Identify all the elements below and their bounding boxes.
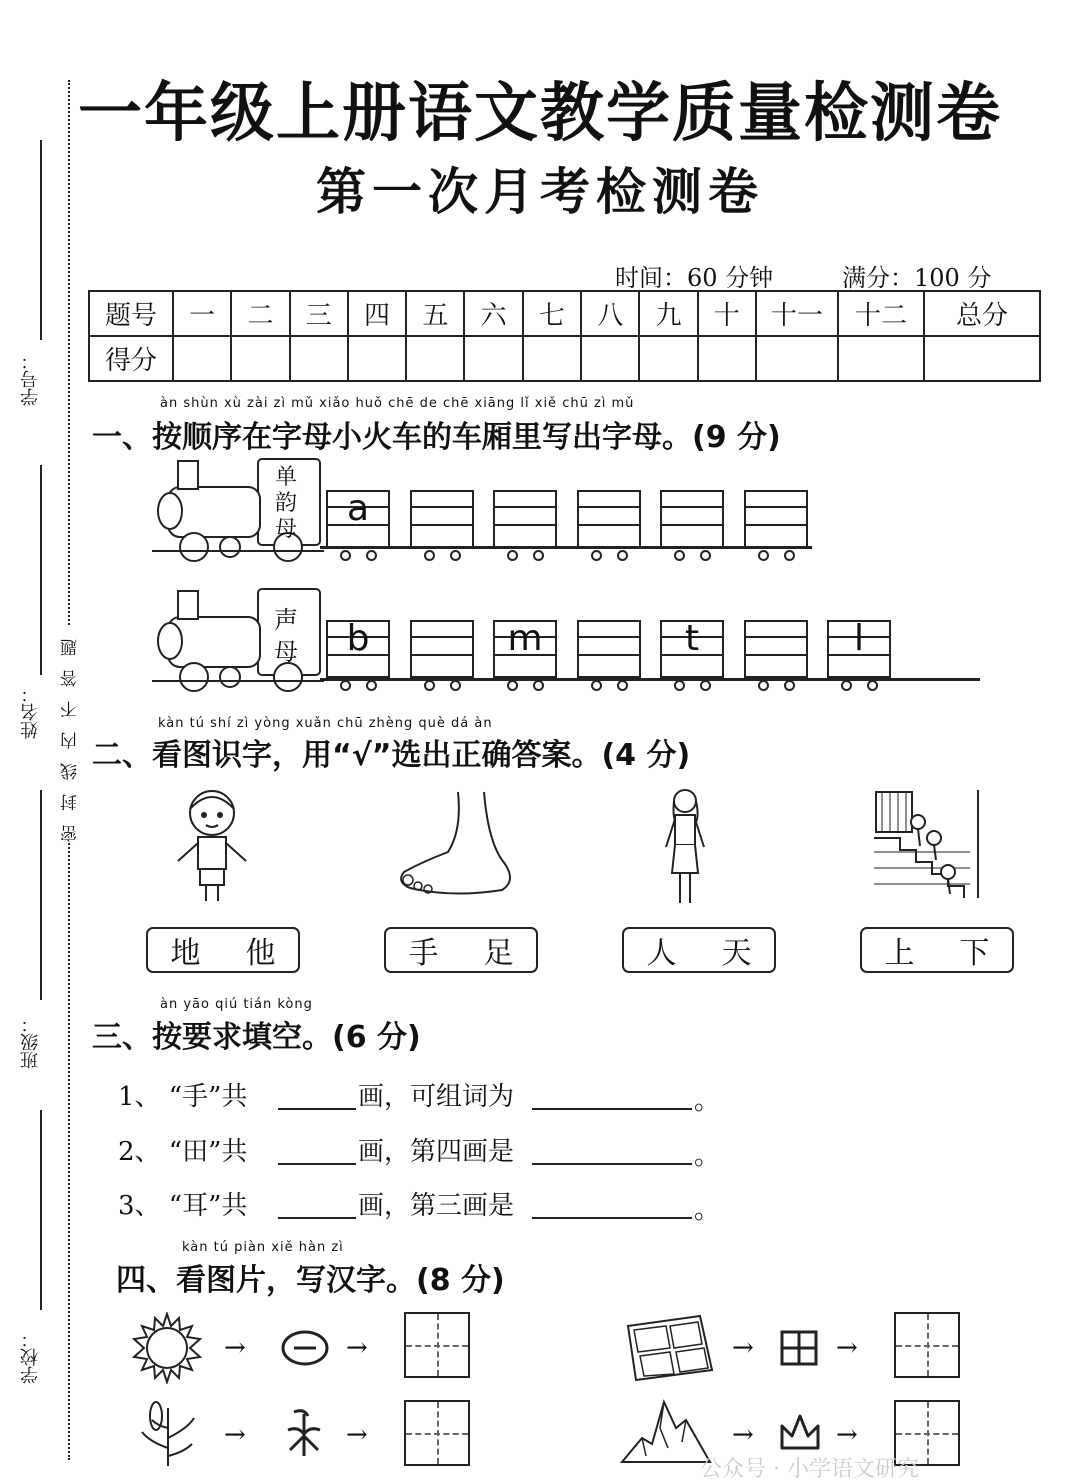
train-wheel-icon xyxy=(424,550,435,561)
score-cell[interactable] xyxy=(406,336,464,381)
ancient-sun-glyph-icon xyxy=(280,1328,330,1368)
train-car[interactable] xyxy=(493,620,557,678)
arrow-icon: → xyxy=(346,1420,368,1450)
score-cell[interactable] xyxy=(464,336,522,381)
train2-sign: 声母 xyxy=(274,606,298,666)
train-car[interactable] xyxy=(326,620,390,678)
train-engine-icon xyxy=(148,585,328,695)
section2-pinyin: kàn tú shí zì yòng xuǎn chū zhèng què dá àn xyxy=(158,716,493,731)
train-car[interactable] xyxy=(744,490,808,548)
score-header-cell: 五 xyxy=(406,291,464,336)
fill-item-1-middle: 画，可组词为 xyxy=(358,1082,515,1112)
fill-item-3-end: 。 xyxy=(694,1195,721,1225)
arrow-icon: → xyxy=(732,1420,754,1450)
choice-option[interactable]: 人 xyxy=(646,936,677,971)
fill-blank-stroke-count-2[interactable] xyxy=(278,1163,356,1165)
foot-icon xyxy=(392,790,522,900)
ancient-field-glyph-icon xyxy=(780,1330,818,1366)
train-wheel-icon xyxy=(533,680,544,691)
school-line xyxy=(40,1110,42,1310)
score-header-cell: 六 xyxy=(464,291,522,336)
mountain-icon xyxy=(620,1398,712,1464)
exam-total-score: 满分：100 分 xyxy=(842,264,992,292)
student-no-label: 学号： xyxy=(20,352,41,406)
fill-blank-answer-2[interactable] xyxy=(532,1163,692,1165)
train-car-letter: a xyxy=(346,488,370,529)
train-engine-icon xyxy=(148,455,328,565)
choice-option[interactable]: 下 xyxy=(959,936,990,971)
score-cell[interactable] xyxy=(523,336,581,381)
watermark: 公众号 · 小学语文研究 xyxy=(700,1457,919,1482)
fill-item-2-middle: 画，第四画是 xyxy=(358,1137,515,1167)
train-wheel-icon xyxy=(591,680,602,691)
score-header-cell: 八 xyxy=(581,291,639,336)
score-row-label: 得分 xyxy=(89,336,173,381)
section2-heading: 二、看图识字，用“√”选出正确答案。(4 分) xyxy=(92,738,691,773)
section4-pinyin: kàn tú piàn xiě hàn zì xyxy=(182,1240,344,1255)
score-cell[interactable] xyxy=(698,336,756,381)
score-header-cell: 四 xyxy=(348,291,406,336)
fill-item-3-prefix: 3、 “耳”共 xyxy=(118,1191,248,1221)
stairs-children-icon xyxy=(870,788,982,900)
score-cell[interactable] xyxy=(639,336,697,381)
train-wheel-icon xyxy=(617,550,628,561)
choice-box-4[interactable] xyxy=(860,927,1014,973)
grain-plant-icon xyxy=(138,1398,198,1468)
choice-option[interactable]: 足 xyxy=(483,936,514,971)
train-car[interactable] xyxy=(410,620,474,678)
woman-icon xyxy=(660,785,710,910)
train2-rail xyxy=(320,678,980,681)
choice-box-3[interactable] xyxy=(622,927,776,973)
train-wheel-icon xyxy=(674,680,685,691)
train-wheel-icon xyxy=(340,680,351,691)
score-cell[interactable] xyxy=(231,336,289,381)
school-label: 学校： xyxy=(20,1330,41,1384)
arrow-icon: → xyxy=(836,1420,858,1450)
train-wheel-icon xyxy=(758,680,769,691)
choice-box-1[interactable] xyxy=(146,927,300,973)
score-cell[interactable] xyxy=(581,336,639,381)
train1-rail xyxy=(320,546,812,549)
choice-option[interactable]: 地 xyxy=(170,936,201,971)
arrow-icon: → xyxy=(224,1420,246,1450)
train-wheel-icon xyxy=(450,550,461,561)
choice-option[interactable]: 天 xyxy=(721,936,752,971)
train-wheel-icon xyxy=(700,680,711,691)
arrow-icon: → xyxy=(346,1333,368,1363)
train-car[interactable] xyxy=(577,620,641,678)
score-header-cell: 七 xyxy=(523,291,581,336)
train-wheel-icon xyxy=(784,550,795,561)
score-cell[interactable] xyxy=(756,336,838,381)
train-car-letter: t xyxy=(684,618,700,659)
class-line xyxy=(40,790,42,1000)
train-car[interactable] xyxy=(577,490,641,548)
fill-item-1-end: 。 xyxy=(694,1086,721,1116)
name-line xyxy=(40,465,42,675)
score-header-cell: 九 xyxy=(639,291,697,336)
score-header-cell: 十一 xyxy=(756,291,838,336)
ancient-mountain-glyph-icon xyxy=(778,1412,822,1452)
rice-field-icon xyxy=(620,1312,716,1384)
arrow-icon: → xyxy=(224,1333,246,1363)
score-table-score-row xyxy=(89,336,1040,381)
score-header-cell: 二 xyxy=(231,291,289,336)
choice-option[interactable]: 手 xyxy=(408,936,439,971)
fill-item-2-end: 。 xyxy=(694,1141,721,1171)
train-wheel-icon xyxy=(366,550,377,561)
score-header-cell: 题号 xyxy=(89,291,173,336)
train-wheel-icon xyxy=(617,680,628,691)
fill-item-1-prefix: 1、 “手”共 xyxy=(118,1082,248,1112)
fill-blank-answer-1[interactable] xyxy=(532,1108,692,1110)
score-cell[interactable] xyxy=(348,336,406,381)
train-car[interactable] xyxy=(493,490,557,548)
train-car[interactable] xyxy=(410,490,474,548)
train-wheel-icon xyxy=(366,680,377,691)
train-car-letter: l xyxy=(853,618,864,659)
train-wheel-icon xyxy=(841,680,852,691)
class-label: 班级： xyxy=(20,1015,41,1069)
seal-notice: 密封线内不答题 xyxy=(58,625,83,842)
score-header-cell: 三 xyxy=(290,291,348,336)
score-cell[interactable] xyxy=(924,336,1040,381)
boy-icon xyxy=(172,785,252,905)
score-table-header-row xyxy=(89,291,1040,336)
train-car[interactable] xyxy=(827,620,891,678)
train-wheel-icon xyxy=(507,680,518,691)
train-wheel-icon xyxy=(674,550,685,561)
name-label: 姓名： xyxy=(20,685,41,739)
score-cell[interactable] xyxy=(838,336,924,381)
fill-item-3-middle: 画，第三画是 xyxy=(358,1191,515,1221)
train-car[interactable] xyxy=(660,620,724,678)
score-table xyxy=(88,290,1041,382)
score-cell[interactable] xyxy=(173,336,231,381)
train-wheel-icon xyxy=(591,550,602,561)
score-header-cell: 一 xyxy=(173,291,231,336)
train-car-letter: b xyxy=(346,618,370,659)
score-cell[interactable] xyxy=(290,336,348,381)
train-car-letter: m xyxy=(507,618,543,659)
sun-icon xyxy=(126,1312,208,1384)
train-wheel-icon xyxy=(340,550,351,561)
choice-option[interactable]: 上 xyxy=(884,936,915,971)
ancient-grain-glyph-icon xyxy=(284,1408,324,1458)
page-title: 一年级上册语文教学质量检测卷 xyxy=(78,76,1002,151)
train1-sign: 单韵母 xyxy=(274,465,297,542)
writing-grid-box[interactable] xyxy=(894,1312,960,1378)
train-car[interactable] xyxy=(326,490,390,548)
writing-grid-box[interactable] xyxy=(404,1400,470,1466)
section3-pinyin: àn yāo qiú tián kòng xyxy=(160,997,313,1012)
train-wheel-icon xyxy=(533,550,544,561)
section3-heading: 三、按要求填空。(6 分) xyxy=(92,1020,421,1055)
train-wheel-icon xyxy=(700,550,711,561)
fill-blank-stroke-count-1[interactable] xyxy=(278,1108,356,1110)
score-header-cell: 总分 xyxy=(924,291,1040,336)
score-header-cell: 十二 xyxy=(838,291,924,336)
arrow-icon: → xyxy=(732,1333,754,1363)
arrow-icon: → xyxy=(836,1333,858,1363)
train-wheel-icon xyxy=(450,680,461,691)
fill-blank-stroke-count-3[interactable] xyxy=(278,1217,356,1219)
fill-item-2-prefix: 2、 “田”共 xyxy=(118,1137,248,1167)
choice-option[interactable]: 他 xyxy=(245,936,276,971)
train-car[interactable] xyxy=(744,620,808,678)
writing-grid-box[interactable] xyxy=(404,1312,470,1378)
section4-heading: 四、看图片，写汉字。(8 分) xyxy=(116,1263,505,1298)
train-wheel-icon xyxy=(784,680,795,691)
train-car[interactable] xyxy=(660,490,724,548)
page-subtitle: 第一次月考检测卷 xyxy=(316,162,764,221)
exam-time: 时间：60 分钟 xyxy=(615,264,774,292)
train-wheel-icon xyxy=(507,550,518,561)
choice-box-2[interactable] xyxy=(384,927,538,973)
fill-blank-answer-3[interactable] xyxy=(532,1217,692,1219)
train-wheel-icon xyxy=(867,680,878,691)
score-header-cell: 十 xyxy=(698,291,756,336)
section1-heading: 一、按顺序在字母小火车的车厢里写出字母。(9 分) xyxy=(92,420,781,455)
train-wheel-icon xyxy=(758,550,769,561)
train-wheel-icon xyxy=(424,680,435,691)
section1-pinyin: àn shùn xù zài zì mǔ xiǎo huǒ chē de chē xiāng lǐ xiě chū zì mǔ xyxy=(160,396,635,411)
